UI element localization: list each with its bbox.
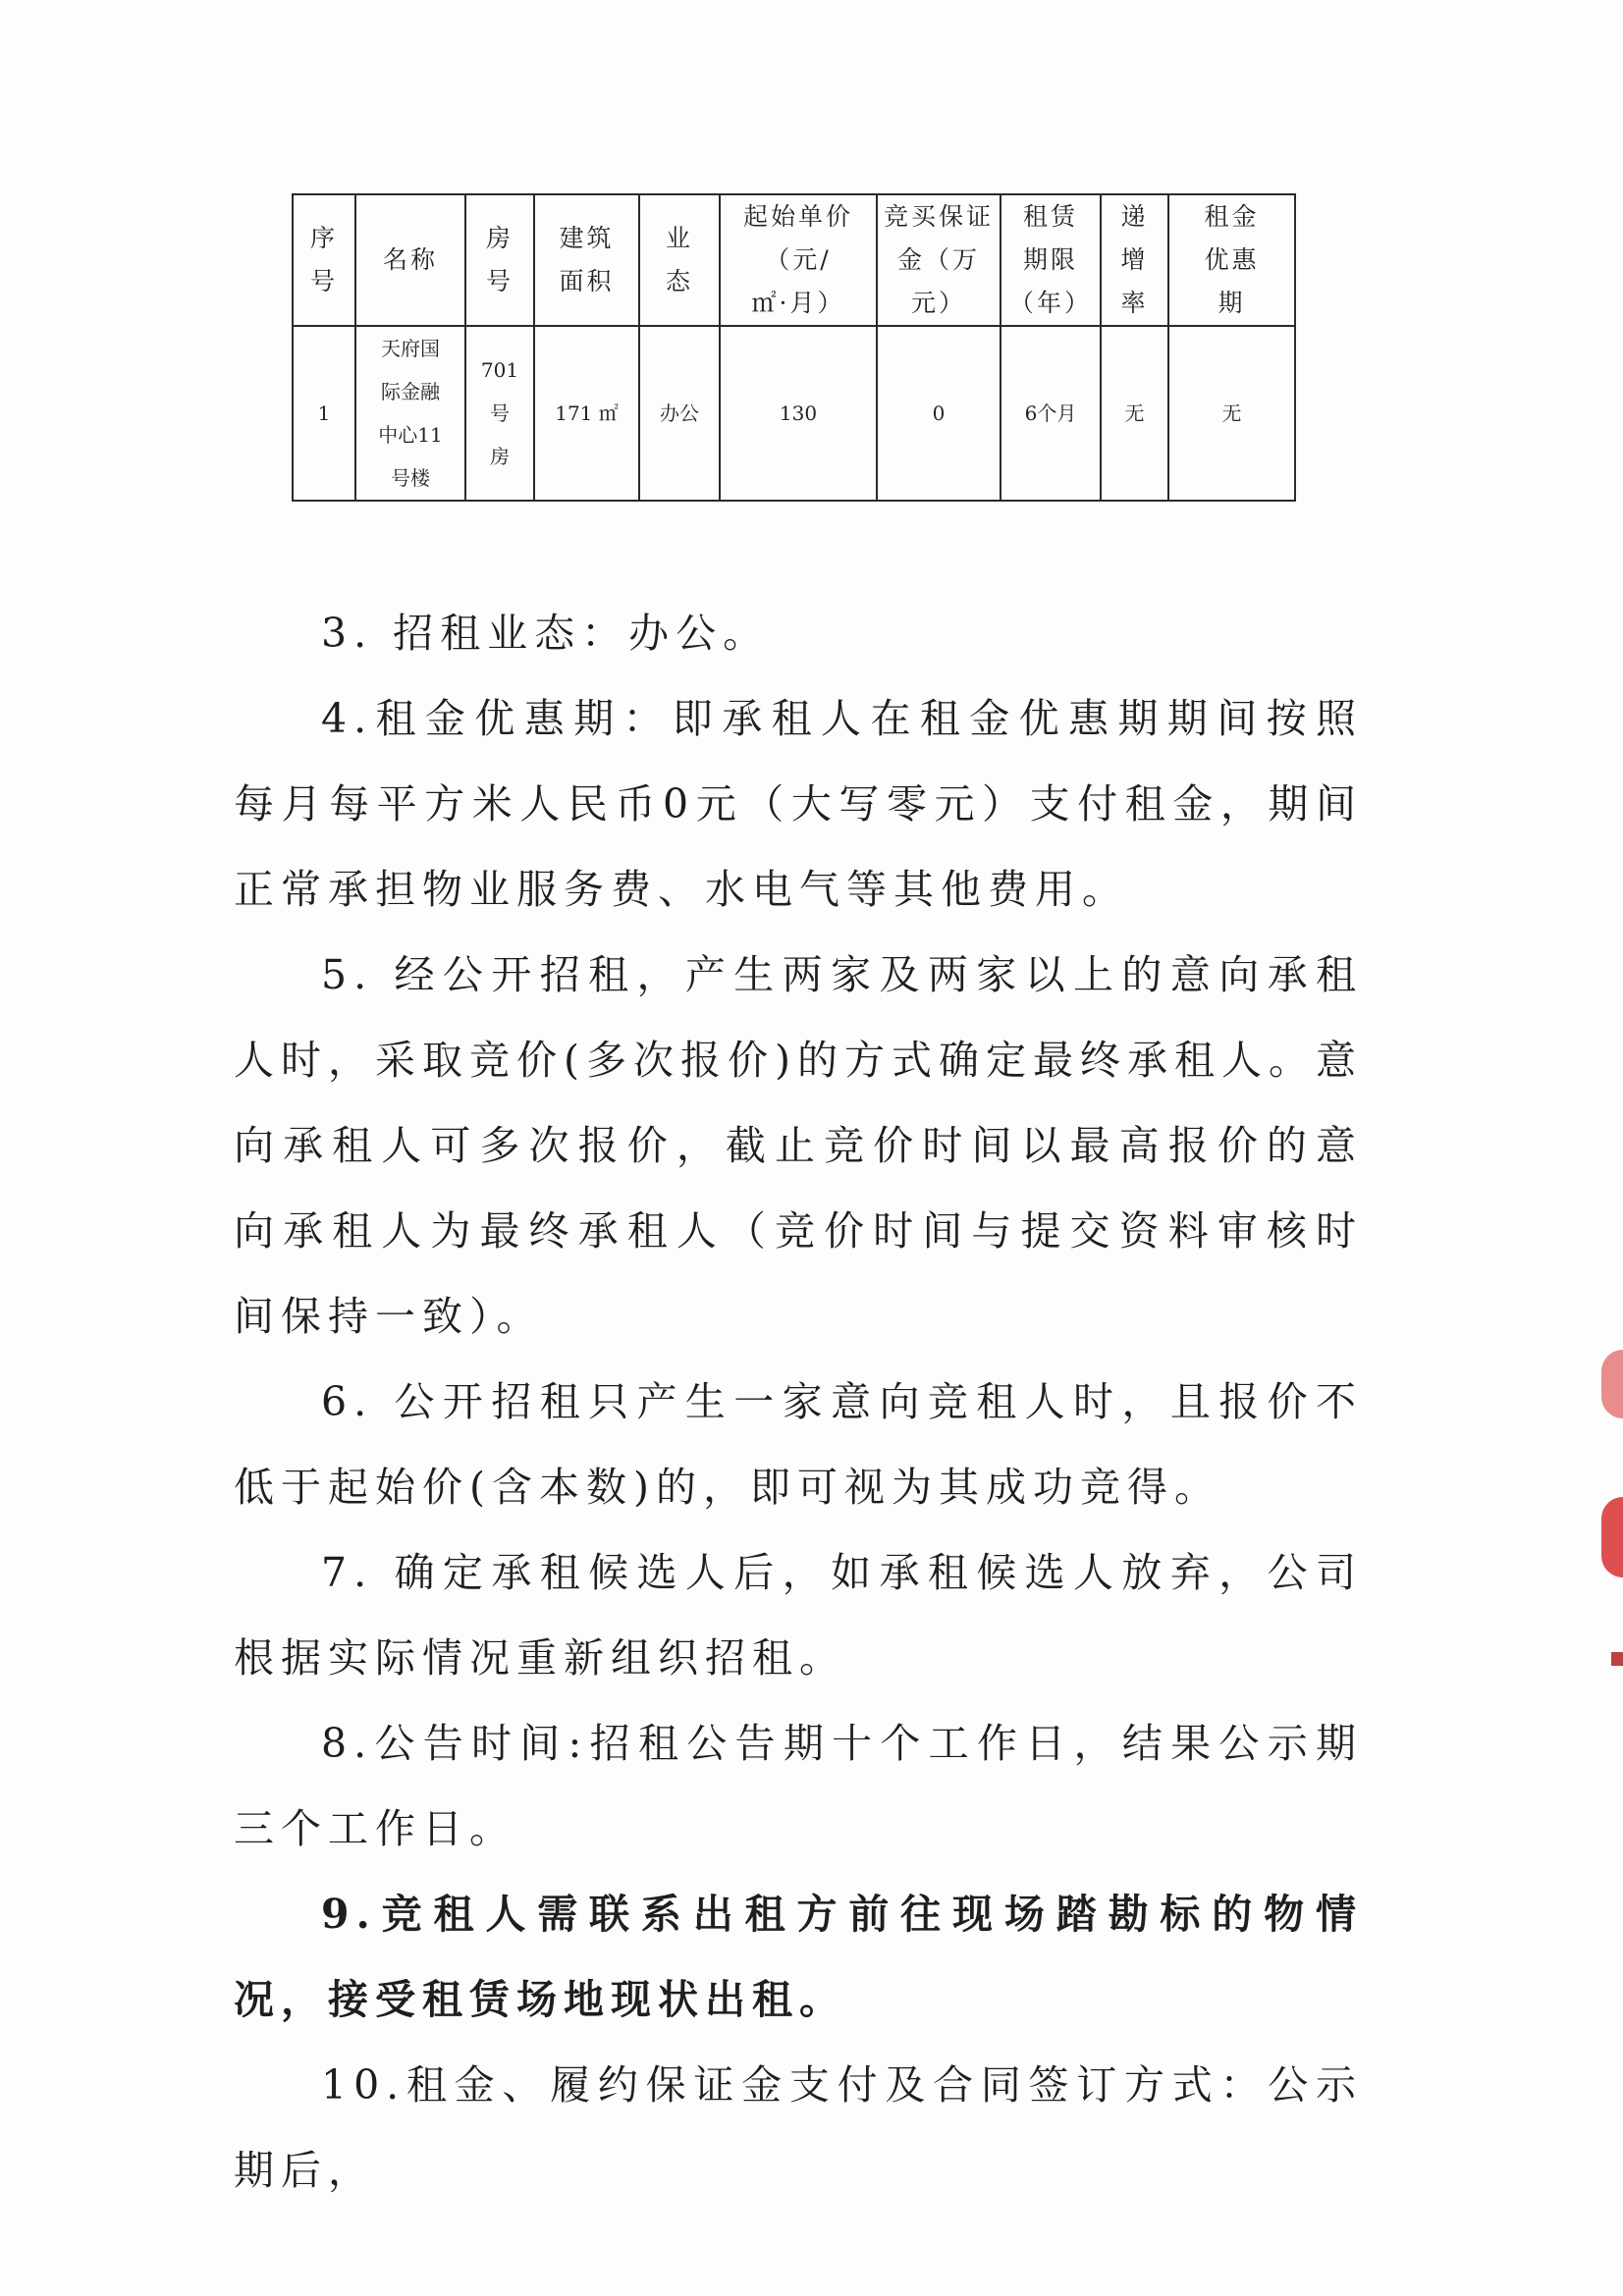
paragraph-payment-contract: 10.租金、履约保证金支付及合同签订方式：公示期后， xyxy=(234,2061,1363,2194)
cell-discount-period: 无 xyxy=(1168,326,1295,501)
body-text xyxy=(234,591,1363,2214)
cell-name: 天府国 际金融 中心11 号楼 xyxy=(355,326,465,501)
cell-area: 171 ㎡ xyxy=(534,326,639,501)
table-header-row xyxy=(293,194,1295,326)
cell-term: 6个月 xyxy=(1001,326,1101,501)
header-deposit: 竞买保证 金（万元） xyxy=(877,194,1001,326)
cell-use: 办公 xyxy=(639,326,720,501)
seal-fragment xyxy=(1611,1652,1623,1666)
cell-no: 1 xyxy=(293,326,355,501)
paragraph-site-inspection: 9.竞租人需联系出租方前往现场踏勘标的物情况，接受租赁场地现状出租。 xyxy=(234,1891,1363,2023)
header-term: 租赁 期限 （年） xyxy=(1001,194,1101,326)
cell-unit-price: 130 xyxy=(720,326,877,501)
paragraph-notice-period: 8.公告时间:招租公告期十个工作日，结果公示期三个工作日。 xyxy=(234,1720,1363,1852)
cell-increase-rate: 无 xyxy=(1101,326,1168,501)
header-unit-price: 起始单价 （元/ ㎡·月） xyxy=(720,194,877,326)
header-name: 名称 xyxy=(355,194,465,326)
header-no: 序 号 xyxy=(293,194,355,326)
lease-info-table xyxy=(292,193,1296,502)
header-increase-rate: 递 增 率 xyxy=(1101,194,1168,326)
paragraph-business-type: 3. 招租业态：办公。 xyxy=(321,610,771,657)
paragraph-bidding-method: 5. 经公开招租，产生两家及两家以上的意向承租人时，采取竞价(多次报价)的方式确定最终承租人。意向承租人可多次报价，截止竞价时间以最高报价的意向承租人为最终承租人（竞价时间与提交资料审核时间保持一致）。 xyxy=(234,951,1363,1340)
paragraph-single-bidder: 6. 公开招租只产生一家意向竞租人时，且报价不低于起始价(含本数)的，即可视为其成功竞得。 xyxy=(234,1378,1363,1511)
table-row xyxy=(293,326,1295,501)
paragraph-discount-period: 4.租金优惠期：即承租人在租金优惠期期间按照每月每平方米人民币0元（大写零元）支付租金，期间正常承担物业服务费、水电气等其他费用。 xyxy=(234,695,1363,913)
header-discount-period: 租金 优惠 期 xyxy=(1168,194,1295,326)
header-room: 房 号 xyxy=(465,194,534,326)
seal-fragment xyxy=(1601,1350,1623,1418)
cell-room: 701 号 房 xyxy=(465,326,534,501)
cell-deposit: 0 xyxy=(877,326,1001,501)
header-area: 建筑 面积 xyxy=(534,194,639,326)
seal-fragment xyxy=(1601,1497,1623,1577)
header-use: 业 态 xyxy=(639,194,720,326)
paragraph-candidate-waiver: 7. 确定承租候选人后，如承租候选人放弃，公司根据实际情况重新组织招租。 xyxy=(234,1549,1363,1682)
